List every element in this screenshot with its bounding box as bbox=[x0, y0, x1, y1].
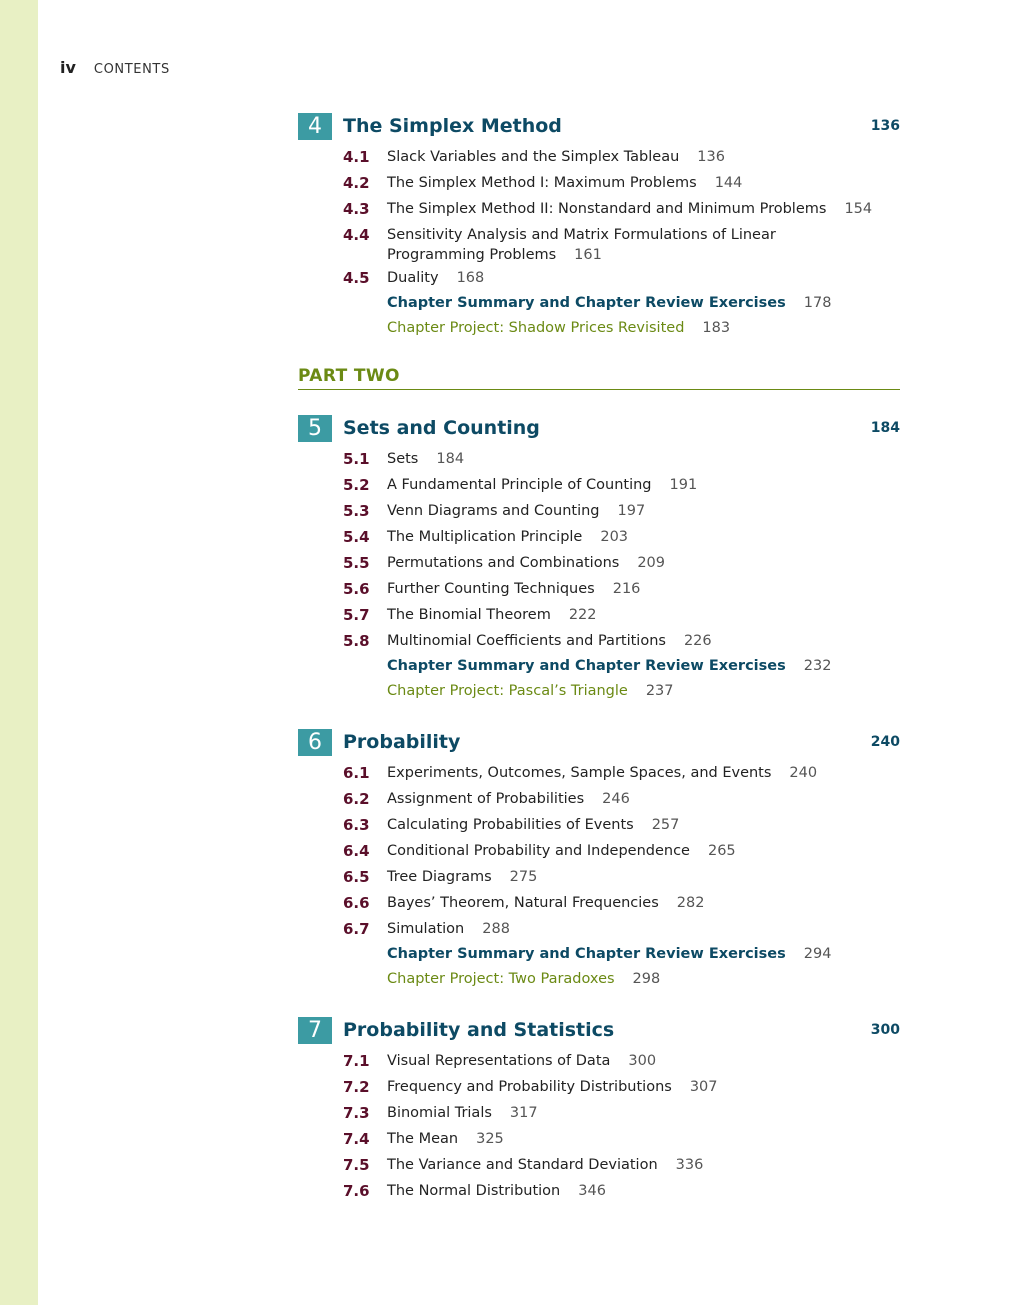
section-page: 346 bbox=[578, 1183, 606, 1199]
chapter-number-badge: 7 bbox=[298, 1017, 332, 1044]
section-entry[interactable] bbox=[343, 222, 900, 265]
section-page: 184 bbox=[436, 451, 465, 467]
chapter-heading bbox=[298, 112, 900, 140]
section-title: The Mean bbox=[387, 1131, 459, 1147]
section-page: 336 bbox=[675, 1157, 704, 1173]
section-entry[interactable] bbox=[343, 602, 900, 628]
section-title: Conditional Probability and Independence bbox=[387, 843, 690, 859]
section-page: 191 bbox=[669, 477, 698, 493]
section-number: 7.6 bbox=[343, 1182, 370, 1200]
section-title: The Multiplication Principle bbox=[387, 529, 583, 545]
section-page: 197 bbox=[617, 503, 646, 519]
section-entry[interactable] bbox=[343, 1152, 900, 1178]
section-entry[interactable] bbox=[343, 786, 900, 812]
section-entry[interactable] bbox=[343, 1178, 900, 1204]
chapter-heading bbox=[298, 414, 900, 442]
section-title: The Variance and Standard Deviation bbox=[387, 1157, 658, 1173]
running-head-label: CONTENTS bbox=[93, 62, 170, 77]
section-page: 222 bbox=[568, 607, 597, 623]
section-number: 7.4 bbox=[343, 1130, 370, 1148]
section-entry[interactable] bbox=[343, 1048, 900, 1074]
section-entry[interactable] bbox=[343, 812, 900, 838]
section-number: 5.4 bbox=[343, 528, 370, 546]
section-entry[interactable] bbox=[343, 265, 900, 291]
section-title: The Simplex Method I: Maximum Problems bbox=[387, 175, 697, 191]
section-entry[interactable] bbox=[343, 196, 900, 222]
section-title: Binomial Trials bbox=[387, 1105, 492, 1121]
chapter-summary-title: Chapter Summary and Chapter Review Exercises bbox=[387, 946, 786, 962]
page-folio: iv bbox=[60, 58, 76, 77]
chapter-project-title: Chapter Project: Shadow Prices Revisited bbox=[387, 320, 685, 336]
section-number: 6.3 bbox=[343, 816, 370, 834]
section-list bbox=[298, 760, 900, 942]
chapter-4 bbox=[298, 112, 900, 341]
section-title: Further Counting Techniques bbox=[387, 581, 595, 597]
section-title: The Normal Distribution bbox=[387, 1183, 561, 1199]
chapter-summary-title: Chapter Summary and Chapter Review Exercises bbox=[387, 658, 786, 674]
section-entry[interactable] bbox=[343, 550, 900, 576]
chapter-project-page: 183 bbox=[702, 320, 731, 336]
section-title: Permutations and Combinations bbox=[387, 555, 620, 571]
section-page: 282 bbox=[676, 895, 705, 911]
toc-content bbox=[298, 112, 900, 1228]
section-title: Experiments, Outcomes, Sample Spaces, and Events bbox=[387, 765, 772, 781]
section-title: The Binomial Theorem bbox=[387, 607, 551, 623]
section-entry[interactable] bbox=[343, 524, 900, 550]
section-title: Sets bbox=[387, 451, 419, 467]
chapter-project-entry[interactable] bbox=[298, 967, 900, 992]
section-entry[interactable] bbox=[343, 1100, 900, 1126]
section-page: 154 bbox=[844, 201, 873, 217]
section-number: 7.2 bbox=[343, 1078, 370, 1096]
chapter-project-page: 298 bbox=[632, 971, 661, 987]
section-title: The Simplex Method II: Nonstandard and Minimum Problems bbox=[387, 201, 827, 217]
chapter-title[interactable]: Sets and Counting bbox=[343, 417, 540, 439]
chapter-summary-page: 232 bbox=[803, 658, 832, 674]
section-list bbox=[298, 144, 900, 291]
section-page: 136 bbox=[697, 149, 725, 165]
chapter-6 bbox=[298, 728, 900, 992]
section-page: 288 bbox=[482, 921, 510, 937]
section-page: 161 bbox=[574, 247, 602, 263]
chapter-heading bbox=[298, 1016, 900, 1044]
section-list bbox=[298, 1048, 900, 1204]
section-title: Frequency and Probability Distributions bbox=[387, 1079, 672, 1095]
chapter-project-page: 237 bbox=[645, 683, 674, 699]
section-entry[interactable] bbox=[343, 838, 900, 864]
section-title: Duality bbox=[387, 270, 439, 286]
chapter-summary-entry[interactable] bbox=[298, 291, 900, 316]
chapter-summary-page: 294 bbox=[803, 946, 832, 962]
section-entry[interactable] bbox=[343, 498, 900, 524]
section-entry[interactable] bbox=[343, 890, 900, 916]
section-title: Visual Representations of Data bbox=[387, 1053, 611, 1069]
chapter-summary-entry[interactable] bbox=[298, 942, 900, 967]
margin-band bbox=[0, 0, 38, 1305]
section-page: 265 bbox=[707, 843, 736, 859]
running-head bbox=[60, 58, 170, 78]
chapter-title[interactable]: Probability bbox=[343, 731, 461, 753]
section-page: 168 bbox=[456, 270, 485, 286]
chapter-summary-title: Chapter Summary and Chapter Review Exercises bbox=[387, 295, 786, 311]
section-number: 5.7 bbox=[343, 606, 370, 624]
chapter-project-title: Chapter Project: Pascal’s Triangle bbox=[387, 683, 628, 699]
section-entry[interactable] bbox=[343, 576, 900, 602]
section-page: 216 bbox=[612, 581, 641, 597]
section-title: Tree Diagrams bbox=[387, 869, 492, 885]
section-number: 4.5 bbox=[343, 269, 370, 287]
section-number: 6.1 bbox=[343, 764, 370, 782]
section-entry[interactable] bbox=[343, 1126, 900, 1152]
section-page: 203 bbox=[600, 529, 629, 545]
section-number: 4.4 bbox=[343, 226, 370, 244]
chapter-title[interactable]: Probability and Statistics bbox=[343, 1019, 615, 1041]
chapter-heading bbox=[298, 728, 900, 756]
section-number: 7.1 bbox=[343, 1052, 370, 1070]
section-number: 7.3 bbox=[343, 1104, 370, 1122]
section-number: 5.6 bbox=[343, 580, 370, 598]
section-number: 4.1 bbox=[343, 148, 370, 166]
section-title: Sensitivity Analysis and Matrix Formulations of Linear Programming Problems bbox=[387, 227, 776, 263]
section-title: Simulation bbox=[387, 921, 465, 937]
section-entry[interactable] bbox=[343, 144, 900, 170]
chapter-number-badge: 4 bbox=[298, 113, 332, 140]
section-page: 209 bbox=[637, 555, 666, 571]
section-number: 4.3 bbox=[343, 200, 370, 218]
section-entry[interactable] bbox=[343, 916, 900, 942]
section-page: 307 bbox=[689, 1079, 718, 1095]
chapter-number-badge: 6 bbox=[298, 729, 332, 756]
section-number: 5.1 bbox=[343, 450, 370, 468]
section-number: 6.4 bbox=[343, 842, 370, 860]
section-page: 257 bbox=[651, 817, 680, 833]
section-number: 7.5 bbox=[343, 1156, 370, 1174]
chapter-7 bbox=[298, 1016, 900, 1204]
section-page: 226 bbox=[683, 633, 712, 649]
chapter-summary-entry[interactable] bbox=[298, 654, 900, 679]
section-title: A Fundamental Principle of Counting bbox=[387, 477, 652, 493]
section-list bbox=[298, 446, 900, 654]
section-title: Multinomial Coefficients and Partitions bbox=[387, 633, 666, 649]
section-entry[interactable] bbox=[343, 446, 900, 472]
section-number: 6.2 bbox=[343, 790, 370, 808]
section-title: Calculating Probabilities of Events bbox=[387, 817, 634, 833]
section-page: 300 bbox=[628, 1053, 657, 1069]
chapter-summary-page: 178 bbox=[803, 295, 832, 311]
section-page: 275 bbox=[509, 869, 538, 885]
section-number: 4.2 bbox=[343, 174, 370, 192]
section-page: 144 bbox=[714, 175, 743, 191]
section-number: 6.7 bbox=[343, 920, 370, 938]
section-entry[interactable] bbox=[343, 472, 900, 498]
section-number: 5.8 bbox=[343, 632, 370, 650]
chapter-project-entry[interactable] bbox=[298, 316, 900, 341]
section-number: 5.2 bbox=[343, 476, 370, 494]
chapter-page: 300 bbox=[870, 1022, 900, 1038]
section-title: Venn Diagrams and Counting bbox=[387, 503, 600, 519]
section-entry[interactable] bbox=[343, 760, 900, 786]
section-title: Assignment of Probabilities bbox=[387, 791, 585, 807]
section-page: 246 bbox=[602, 791, 630, 807]
section-entry[interactable] bbox=[343, 864, 900, 890]
section-number: 5.3 bbox=[343, 502, 370, 520]
chapter-5 bbox=[298, 414, 900, 704]
section-page: 240 bbox=[789, 765, 818, 781]
section-entry[interactable] bbox=[343, 628, 900, 654]
chapter-title[interactable]: The Simplex Method bbox=[343, 115, 562, 137]
part-heading bbox=[298, 365, 900, 390]
chapter-project-title: Chapter Project: Two Paradoxes bbox=[387, 971, 615, 987]
section-title: Bayes’ Theorem, Natural Frequencies bbox=[387, 895, 659, 911]
section-title: Slack Variables and the Simplex Tableau bbox=[387, 149, 680, 165]
section-number: 6.5 bbox=[343, 868, 370, 886]
chapter-project-entry[interactable] bbox=[298, 679, 900, 704]
section-page: 325 bbox=[476, 1131, 504, 1147]
section-entry[interactable] bbox=[343, 1074, 900, 1100]
section-page: 317 bbox=[509, 1105, 538, 1121]
section-number: 5.5 bbox=[343, 554, 370, 572]
chapter-page: 136 bbox=[870, 118, 900, 134]
chapter-page: 184 bbox=[870, 420, 900, 436]
chapter-number-badge: 5 bbox=[298, 415, 332, 442]
section-number: 6.6 bbox=[343, 894, 370, 912]
part-title: PART TWO bbox=[298, 366, 400, 386]
section-entry[interactable] bbox=[343, 170, 900, 196]
chapter-page: 240 bbox=[870, 734, 900, 750]
